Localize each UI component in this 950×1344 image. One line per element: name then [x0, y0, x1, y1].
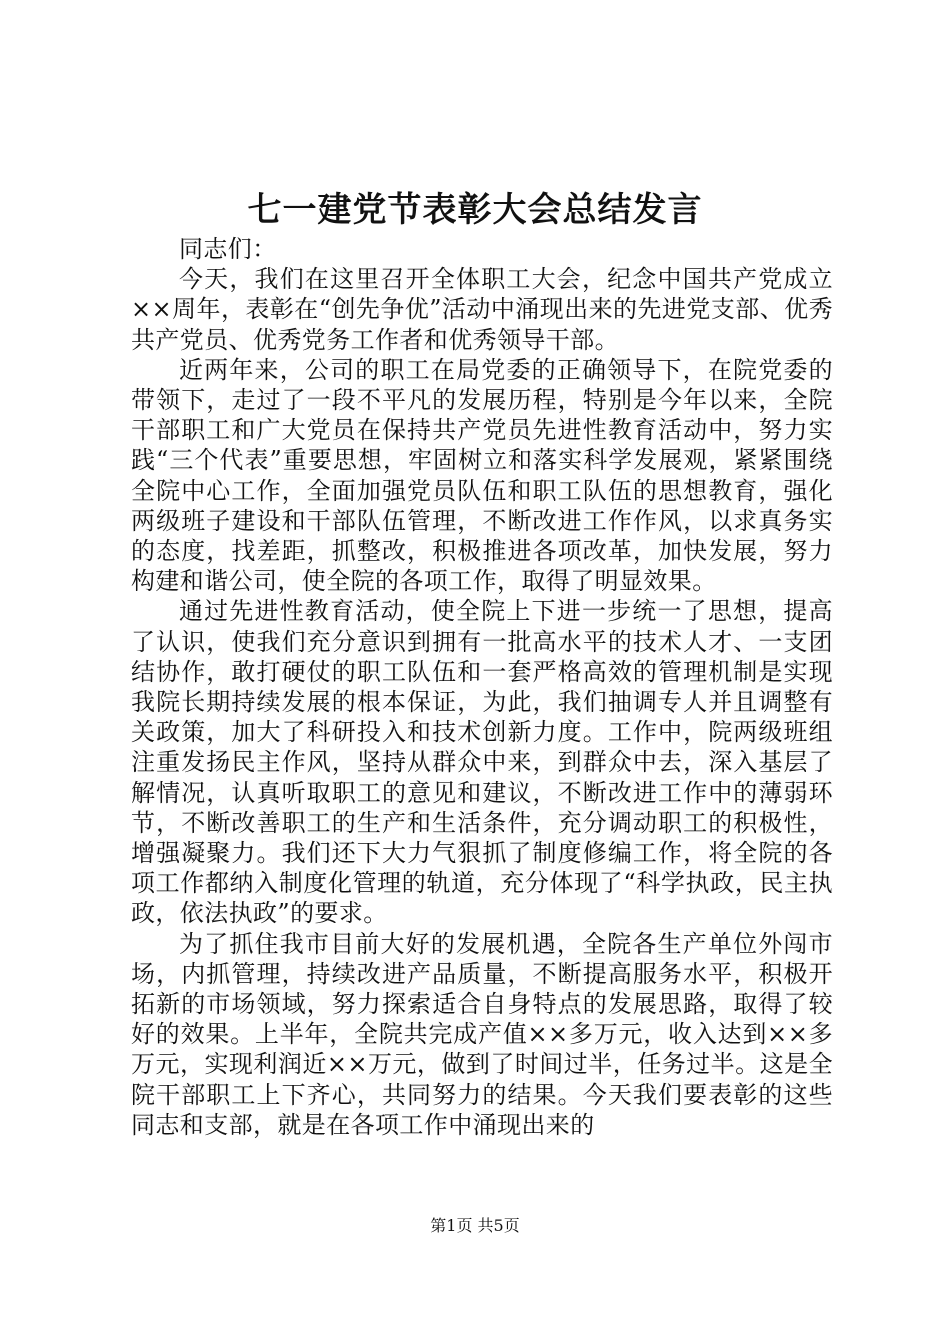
document-title: 七一建党节表彰大会总结发言 [247, 190, 703, 230]
document-body [131, 234, 833, 1140]
paragraph: 今天，我们在这里召开全体职工大会，纪念中国共产党成立××周年，表彰在“创先争优”活动中涌现出来的先进党支部、优秀共产党员、优秀党务工作者和优秀领导干部。 [131, 265, 833, 354]
paragraph: 通过先进性教育活动，使全院上下进一步统一了思想，提高了认识，使我们充分意识到拥有一批高水平的技术人才、一支团结协作，敢打硬仗的职工队伍和一套严格高效的管理机制是实现我院长期持续发展的根本保证，为此，我们抽调专人并且调整有关政策，加大了科研投入和技术创新力度。工作中，院两级班组注重发扬民主作风，坚持从群众中来，到群众中去，深入基层了解情况，认真听取职工的意见和建议，不断改进工作中的薄弱环节，不断改善职工的生产和生活条件，充分调动职工的积极性，增强凝聚力。我们还下大力气狠抓了制度修编工作，将全院的各项工作都纳入制度化管理的轨道，充分体现了“科学执政，民主执政，依法执政”的要求。 [131, 597, 833, 928]
salutation: 同志们： [179, 235, 277, 263]
paragraph: 近两年来，公司的职工在局党委的正确领导下，在院党委的带领下，走过了一段不平凡的发展历程，特别是今年以来，全院干部职工和广大党员在保持共产党员先进性教育活动中，努力实践“三个代表”重要思想，牢固树立和落实科学发展观，紧紧围绕全院中心工作，全面加强党员队伍和职工队伍的思想教育，强化两级班子建设和干部队伍管理，不断改进工作作风，以求真务实的态度，找差距，抓整改，积极推进各项改革，加快发展，努力构建和谐公司，使全院的各项工作，取得了明显效果。 [131, 355, 833, 596]
page-number-footer: 第1页 共5页 [430, 1216, 520, 1235]
paragraph: 为了抓住我市目前大好的发展机遇，全院各生产单位外闯市场，内抓管理，持续改进产品质量，不断提高服务水平，积极开拓新的市场领域，努力探索适合自身特点的发展思路，取得了较好的效果。上半年，全院共完成产值××多万元，收入达到××多万元，实现利润近××万元，做到了时间过半，任务过半。这是全院干部职工上下齐心，共同努力的结果。今天我们要表彰的这些同志和支部，就是在各项工作中涌现出来的 [131, 929, 833, 1139]
